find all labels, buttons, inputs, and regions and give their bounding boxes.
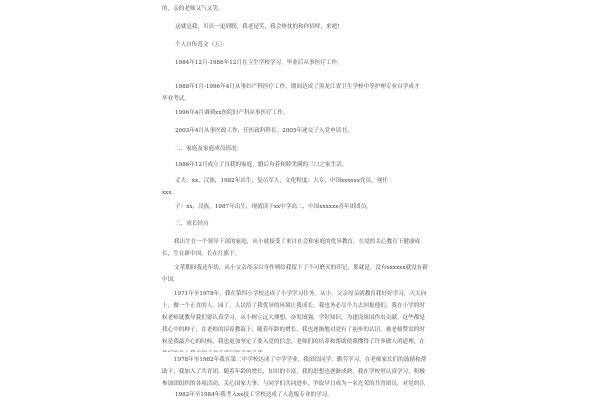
text-line: 1984年12月-1986年12月在卫生学校学习，毕业后从事医疗工作。 (175, 60, 343, 66)
paragraph (162, 236, 430, 260)
paragraph-text: 我出生在一个领导干部的家庭，从小就接受了来自社会和家庭的优异教育，在党的关心教育下健康成长，生在新中国，长在红旗下。 (162, 239, 421, 257)
section-heading: 个人自传范文（五）： (175, 42, 229, 48)
text-line: 1996年4月调到xx医院妇产科从事医疗工作。 (175, 110, 289, 116)
paragraph (162, 354, 430, 390)
text-line: 1988年1月-1996年4月从事妇产科医疗工作。期间达成了黑龙江省卫生学校中等护理专业自学成才 (175, 84, 420, 90)
text-line: 1986年12月成立了自我的家庭，婚后有着和睦美满的三口之家生活。 (175, 162, 348, 168)
paragraph-text: 文革期间我还年幼，从小父亲母亲以身作则给我留下了不可磨灭的印记，那就是，没有xxxxxx就没有新中国。 (162, 265, 428, 283)
text-line: 1982年至1984年我考入xx技工学校达成了人造板专业的学习。 (175, 392, 333, 398)
paragraph (162, 288, 430, 352)
section-heading: 三、成长经历 (175, 221, 209, 227)
text-line: 丈夫：xx，汉族，1982年出生，复员军人，文化程度：大专，中国xxxxxx党员，现任 (175, 178, 388, 184)
paragraph (162, 262, 430, 286)
text-line: 毕业考试。 (162, 96, 190, 102)
paragraph-text: 1978年至1982年我在第二中学校达成了中学学业，我团结同学，勤劳学习，在老师家长们的鼓励和帮助下，我加入了共青团。随着年龄的增长，知识的丰富，我的思想也逐渐成熟，我在学校里认真学习，积极参加团组织的各项活动，关心国家大事，与同学们共同进步，争取早日成为一名光荣的共青团员，对党的认 (162, 357, 427, 387)
text-line: 的，亲的老师又气又笑。 (162, 6, 224, 12)
text-line: 这就是我，贝贝一更到脱，我老是笑，我会热忱的和你招呼，来吧! (175, 24, 340, 30)
text-line: xxx。 (162, 190, 178, 196)
paragraph-text: 1971年至1978年，我在第四小学校达成了小学学习任务。从小，父亲母亲就教育我好好学习，天天向上，做一个正直的人。园丁，人民给了我优异的环境让我成长，我也务必尽个力去回报他们。我在小学的时候老师就教导我们要认真学习，从小树立远大理想，奋发图强，学好知识，为建设祖国作出贡献。这些都是我心中的种子，在老师的谆谆教诲下，随着年龄的增长，我也逐渐地对党有了初步的认识，被老师赞赏的时候是我最开心的时候，我也更加坚定了要入党的信念，老师们的培养和帮助使我懂得了许多做人的道理，在 (162, 291, 427, 345)
section-heading: 二、家庭及家庭成员情况： (175, 146, 243, 152)
text-line: 2003年4月从事医政工作，任医政科科长。2005年递交了入党申请书。 (175, 128, 353, 134)
text-line: 子：xx，汉族，1987年出生，现就读于xx中学高二，中国xxxxxx青年团团员。 (175, 204, 372, 210)
